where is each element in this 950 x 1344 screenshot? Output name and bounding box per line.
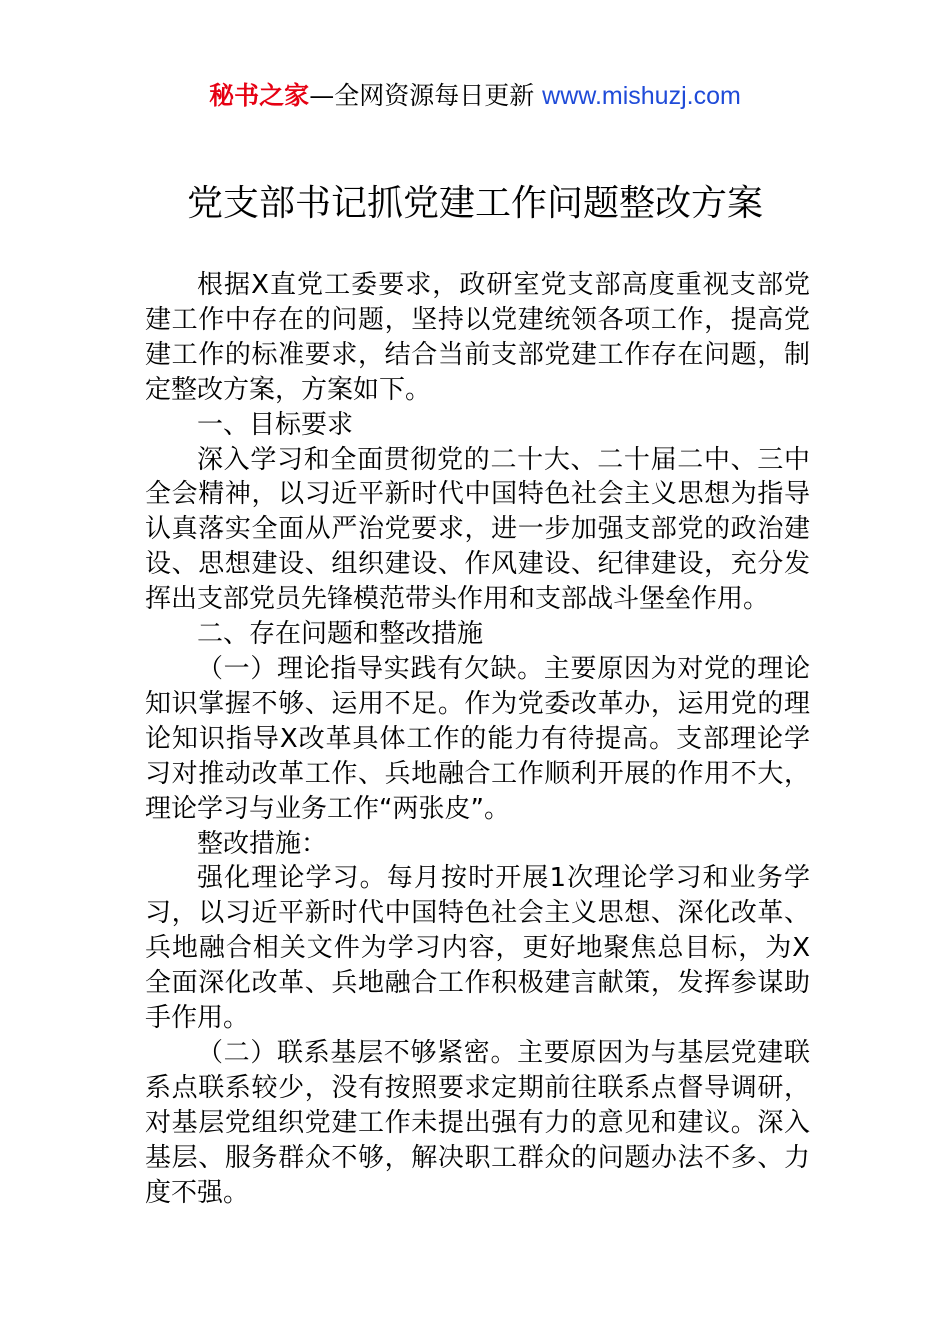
site-slogan: 全网资源每日更新: [334, 81, 535, 110]
document-body: [145, 268, 810, 1210]
header-dash: —: [309, 81, 335, 110]
goals-paragraph: 深入学习和全面贯彻党的二十大、二十届二中、三中全会精神，以习近平新时代中国特色社会主义思想为指导认真落实全面从严治党要求，进一步加强支部党的政治建设、思想建设、组织建设、作风建设、纪律建设，充分发挥出支部党员先锋模范带头作用和支部战斗堡垒作用。: [145, 444, 810, 615]
site-brand: 秘书之家: [209, 81, 310, 110]
problem-two-paragraph: （二）联系基层不够紧密。主要原因为与基层党建联系点联系较少，没有按照要求定期前往联系点督导调研，对基层党组织党建工作未提出强有力的意见和建议。深入基层、服务群众不够，解决职工群众的问题办法不多、力度不强。: [145, 1037, 810, 1208]
site-header: [0, 80, 950, 112]
intro-paragraph: 根据X直党工委要求，政研室党支部高度重视支部党建工作中存在的问题，坚持以党建统领各项工作，提高党建工作的标准要求，结合当前支部党建工作存在问题，制定整改方案，方案如下。: [145, 270, 810, 405]
measures-paragraph: 强化理论学习。每月按时开展1次理论学习和业务学习，以习近平新时代中国特色社会主义思想、深化改革、兵地融合相关文件为学习内容，更好地聚焦总目标，为X全面深化改革、兵地融合工作积极建言献策，发挥参谋助手作用。: [145, 863, 810, 1034]
document-title: 党支部书记抓党建工作问题整改方案: [186, 183, 763, 224]
measures-heading: 整改措施：: [197, 828, 328, 859]
section-heading-goals: 一、目标要求: [197, 409, 354, 440]
site-url-link[interactable]: www.mishuzj.com: [542, 82, 741, 110]
problem-one-paragraph: （一）理论指导实践有欠缺。主要原因为对党的理论知识掌握不够、运用不足。作为党委改革办，运用党的理论知识指导X改革具体工作的能力有待提高。支部理论学习对推动改革工作、兵地融合工作顺利开展的作用不大，理论学习与业务工作“两张皮”。: [145, 653, 810, 824]
section-heading-problems: 二、存在问题和整改措施: [197, 619, 484, 650]
